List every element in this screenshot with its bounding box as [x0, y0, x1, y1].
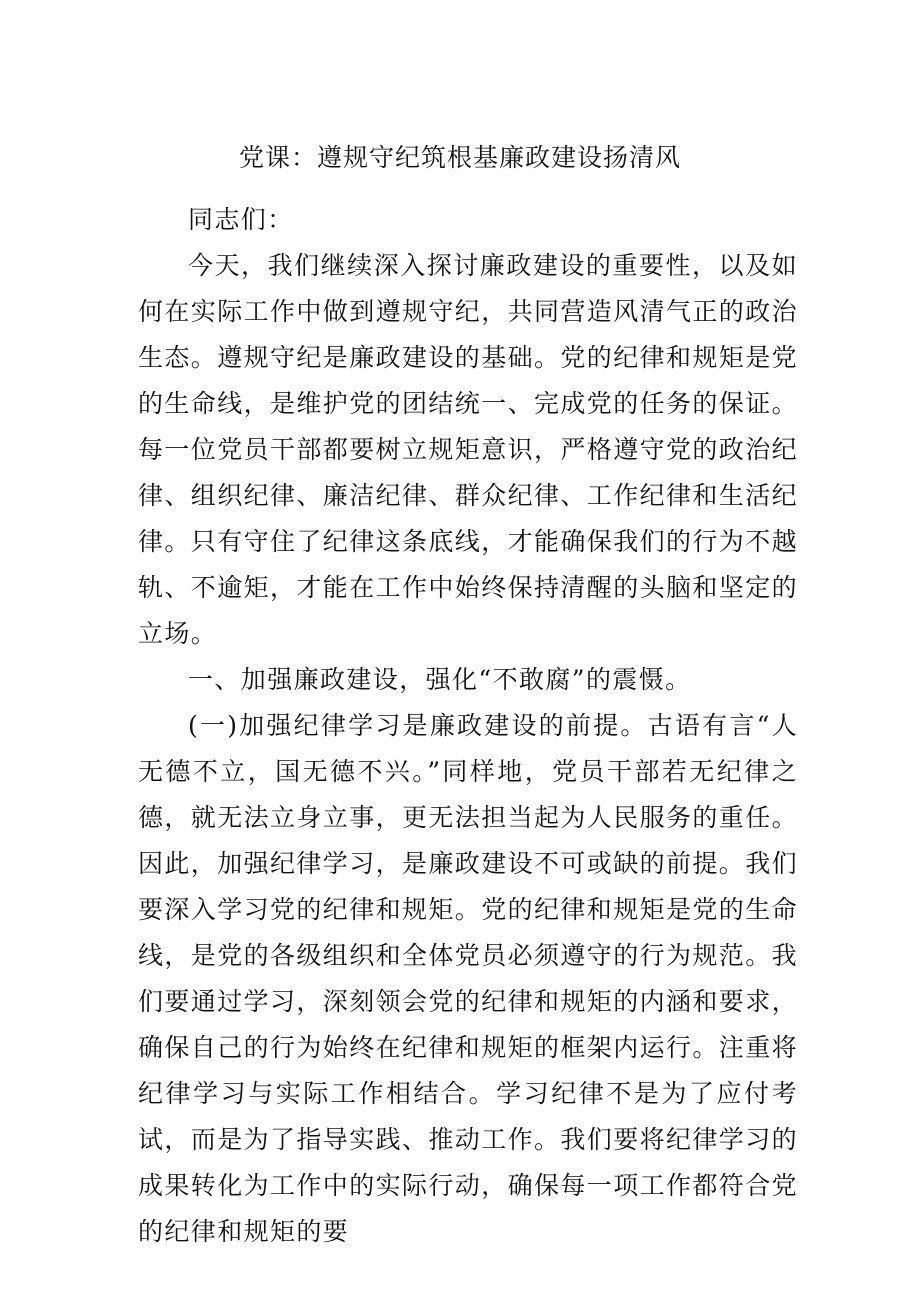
section-heading-1: 一、加强廉政建设，强化“不敢腐”的震慑。: [188, 665, 692, 694]
paragraph-subsection-1: (一)加强纪律学习是廉政建设的前提。古语有言“人无德不立，国无德不兴。”同样地，党员干部若无纪律之德，就无法立身立事，更无法担当起为人民服务的重任。因此，加强纪律学习，是廉政建设不可或缺的前提。我们要深入学习党的纪律和规矩。党的纪律和规矩是党的生命线，是党的各级组织和全体党员必须遵守的行为规范。我们要通过学习，深刻领会党的纪律和规矩的内涵和要求，确保自己的行为始终在纪律和规矩的框架内运行。注重将纪律学习与实际工作相结合。学习纪律不是为了应付考试，而是为了指导实践、推动工作。我们要将纪律学习的成果转化为工作中的实际行动，确保每一项工作都符合党的纪律和规矩的要: [138, 711, 799, 1246]
paragraph-intro: 今天，我们继续深入探讨廉政建设的重要性，以及如何在实际工作中做到遵规守纪，共同营造风清气正的政治生态。遵规守纪是廉政建设的基础。党的纪律和规矩是党的生命线，是维护党的团结统一、完成党的任务的保证。每一位党员干部都要树立规矩意识，严格遵守党的政治纪律、组织纪律、廉洁纪律、群众纪律、工作纪律和生活纪律。只有守住了纪律这条底线，才能确保我们的行为不越轨、不逾矩，才能在工作中始终保持清醒的头脑和坚定的立场。: [138, 251, 799, 648]
salutation: 同志们：: [188, 205, 294, 234]
document-title: 党课：遵规守纪筑根基廉政建设扬清风: [238, 143, 681, 172]
document-body: [138, 197, 798, 1255]
